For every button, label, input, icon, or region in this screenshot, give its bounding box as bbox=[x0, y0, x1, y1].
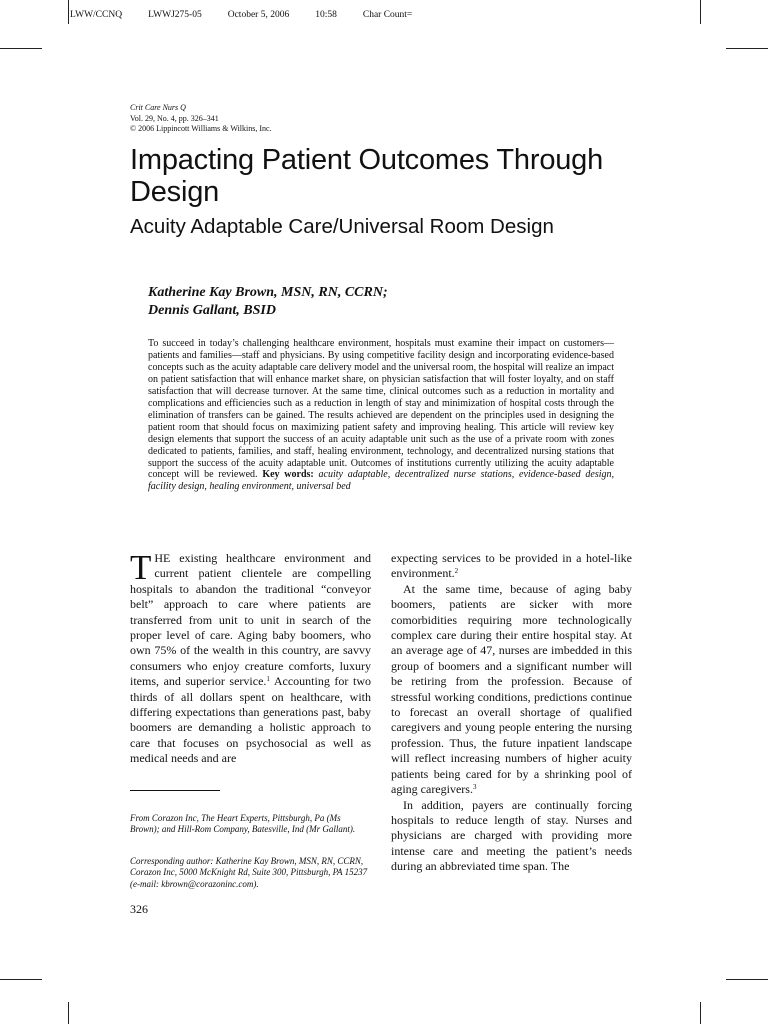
body-text: expecting services to be provided in a hotel-like environment. bbox=[391, 551, 632, 581]
crop-mark bbox=[726, 48, 768, 49]
keywords-label: Key words: bbox=[262, 469, 314, 481]
crop-mark bbox=[726, 979, 768, 980]
crop-mark bbox=[0, 979, 42, 980]
crop-mark bbox=[68, 1002, 69, 1024]
reference-marker: 3 bbox=[472, 783, 477, 792]
slug-time: 10:58 bbox=[315, 10, 337, 20]
crop-mark bbox=[0, 48, 42, 49]
slug-date: October 5, 2006 bbox=[227, 10, 290, 20]
crop-mark bbox=[68, 0, 69, 24]
slug-file-left: LWW/CCNQ bbox=[70, 10, 123, 20]
reference-marker: 2 bbox=[454, 567, 459, 576]
crop-mark bbox=[700, 0, 701, 24]
body-paragraph bbox=[391, 551, 632, 582]
author-name: Katherine Kay Brown, MSN, RN, CCRN; bbox=[148, 285, 388, 300]
journal-meta bbox=[130, 103, 272, 135]
body-text: Accounting for two thirds of all dollars spent on healthcare, with differing expectations than generations past, baby boomers are demanding a holistic approach to care that focuses on psychosocial as well as medical needs and are bbox=[130, 674, 371, 766]
author-list bbox=[148, 284, 388, 320]
article-title: Impacting Patient Outcomes Through Design bbox=[130, 144, 604, 208]
abstract bbox=[148, 338, 614, 493]
keywords-list: acuity adaptable, decentralized nurse stations, evidence-based design, facility design, healing environment, universal bed bbox=[148, 469, 615, 493]
corresponding-author-note: Corresponding author: Katherine Kay Brown, MSN, RN, CCRN, Corazon Inc, 5000 McKnight Rd, Suite 300, Pittsburgh, PA 15237 (e-mail: kbrown@corazoninc.com). bbox=[130, 856, 368, 889]
page-number: 326 bbox=[130, 902, 148, 916]
author-affiliation-note: From Corazon Inc, The Heart Experts, Pittsburgh, Pa (Ms Brown); and Hill-Rom Company, Batesville, Ind (Mr Gallant). bbox=[130, 813, 356, 835]
journal-copyright: © 2006 Lippincott Williams & Wilkins, Inc. bbox=[130, 124, 272, 133]
reference-marker: 1 bbox=[266, 675, 270, 684]
abstract-text: To succeed in today’s challenging healthcare environment, hospitals must examine their impact on customers—patients and families—staff and physicians. By using competitive facility design and incorporating evidence-based concepts such as the acuity adaptable care delivery model and the universal room, the hospital will realize an impact on patient satisfaction that will enhance market share, on physician satisfaction that will foster loyalty, and on staff satisfaction that will decrease turnover. At the same time, clinical outcomes such as a reduction in mortality and complications and efficiencies such as a reduction in length of stay and minimization of hospital costs through the elimination of transfers can be gained. The results achieved are dependent on the principles used in designing the patient room that should focus on maximizing patient safety and improving healing. This article will review key design elements that support the success of an acuity adaptable unit such as the use of a private room with zones dedicated to patients, families, and staff, healing environment, technology, and decentralized nursing stations that support the success of the acuity adaptable unit. Outcomes of institutions currently utilizing the acuity adaptable concept will be reviewed. bbox=[148, 338, 614, 481]
author-name: Dennis Gallant, BSID bbox=[148, 303, 276, 318]
footnote-divider bbox=[130, 790, 220, 791]
drop-cap: T bbox=[130, 548, 152, 587]
body-paragraph: In addition, payers are continually forcing hospitals to reduce length of stay. Nurses and physicians are charged with providing more intense care and meeting the patient’s needs during an abbreviated time span. The bbox=[391, 797, 632, 874]
body-column-left bbox=[130, 548, 371, 767]
body-text: At the same time, because of aging baby boomers, patients are sicker with more comorbidities requiring more technologically complex care during their entire hospital stay. At an average age of 47, nurses are imbedded in this group of boomers and a significant number will be retiring from the profession. Because of stressful working conditions, predictions continue to forecast an overall shortage of qualified caregivers and young people entering the nursing profession. Thus, the future inpatient landscape will reflect increasing numbers of higher acuity patients being cared for by a shrinking pool of aging caregivers. bbox=[391, 581, 632, 797]
slug-char-count: Char Count= bbox=[362, 10, 413, 20]
body-column-right bbox=[391, 551, 632, 875]
article-subtitle: Acuity Adaptable Care/Universal Room Design bbox=[130, 215, 554, 238]
journal-volume: Vol. 29, No. 4, pp. 326–341 bbox=[130, 113, 219, 123]
body-text: HE existing healthcare environment and current patient clientele are compelling hospitals to abandon the traditional “conveyor belt” approach to care where patients are transferred from unit to unit in search of the proper level of care. Aging baby boomers, who own 75% of the wealth in this country, are savvy consumers who enjoy creature comforts, luxury items, and superior service. bbox=[130, 551, 371, 689]
crop-mark bbox=[700, 1002, 701, 1024]
body-paragraph bbox=[391, 582, 632, 798]
journal-name: Crit Care Nurs Q bbox=[130, 103, 186, 112]
body-paragraph bbox=[130, 548, 371, 767]
slug-file-right: LWWJ275-05 bbox=[148, 10, 202, 20]
printer-slug bbox=[70, 10, 438, 20]
